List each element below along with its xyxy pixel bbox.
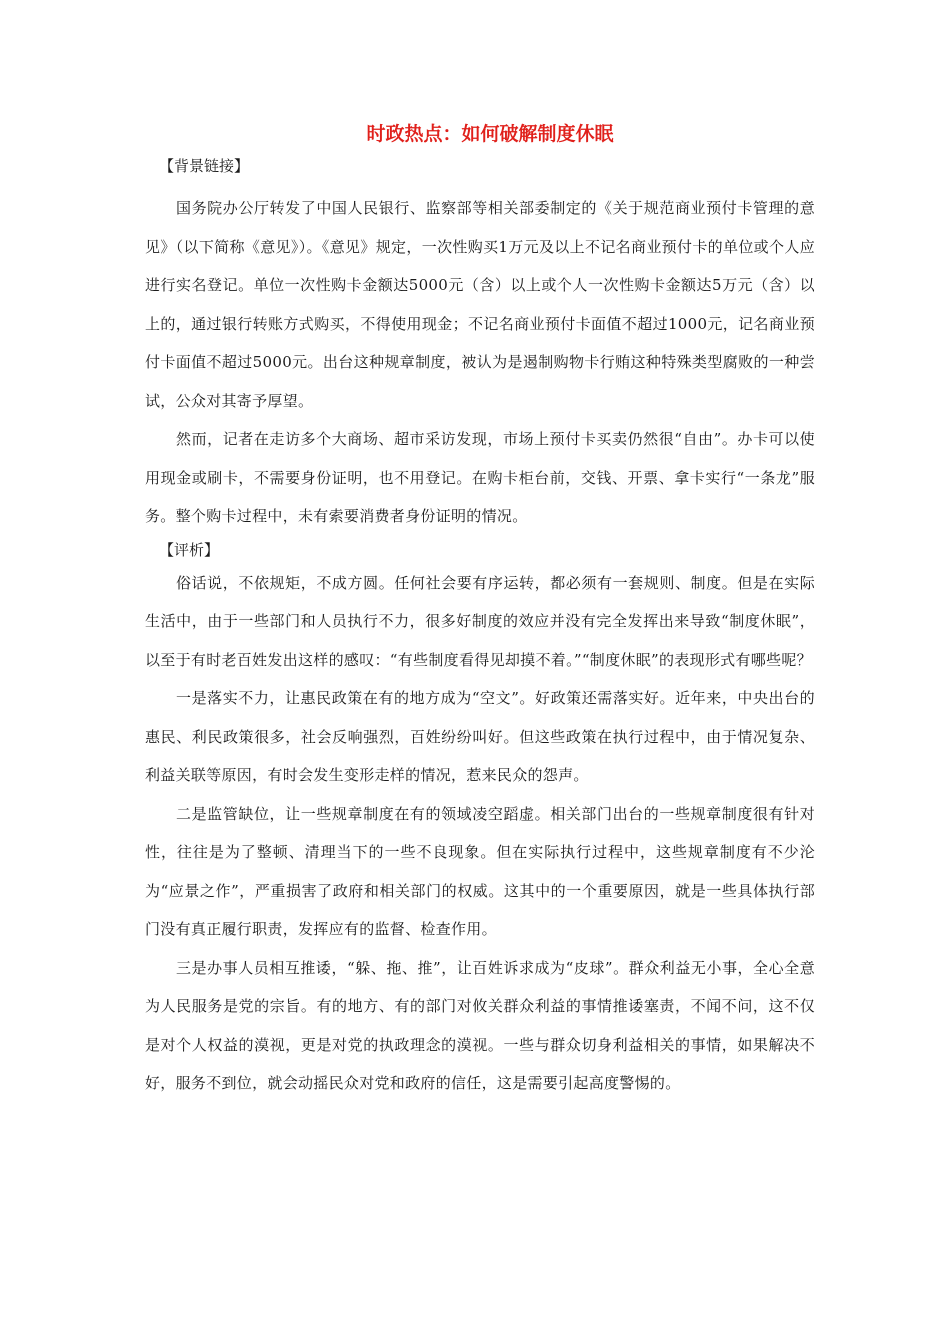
background-heading: 【背景链接】 [159,157,250,175]
analysis-paragraph: 一是落实不力，让惠民政策在有的地方成为“空文”。好政策还需落实好。近年来，中央出台的惠民、利民政策很多，社会反响强烈，百姓纷纷叫好。但这些政策在执行过程中，由于情况复杂、利益关联等原因，有时会发生变形走样的情况，惹来民众的怨声。 [145,689,815,784]
document-page [145,120,815,1103]
analysis-paragraph: 三是办事人员相互推诿，“躲、拖、推”，让百姓诉求成为“皮球”。群众利益无小事，全心全意为人民服务是党的宗旨。有的地方、有的部门对攸关群众利益的事情推诿塞责，不闻不问，这不仅是对个人权益的漠视，更是对党的执政理念的漠视。一些与群众切身利益相关的事情，如果解决不好，服务不到位，就会动摇民众对党和政府的信任，这是需要引起高度警惕的。 [145,958,815,1092]
analysis-heading: 【评析】 [159,540,220,559]
analysis-paragraph: 俗话说，不依规矩，不成方圆。任何社会要有序运转，都必须有一套规则、制度。但是在实际生活中，由于一些部门和人员执行不力，很多好制度的效应并没有完全发挥出来导致“制度休眠”，以至于有时老百姓发出这样的感叹：“有些制度看得见却摸不着。”“制度休眠”的表现形式有哪些呢？ [145,573,815,669]
background-paragraph: 然而，记者在走访多个大商场、超市采访发现，市场上预付卡买卖仍然很“自由”。办卡可以使用现金或刷卡，不需要身份证明，也不用登记。在购卡柜台前，交钱、开票、拿卡实行“一条龙”服务。整个购卡过程中，未有索要消费者身份证明的情况。 [145,430,815,525]
background-paragraph: 国务院办公厅转发了中国人民银行、监察部等相关部委制定的《关于规范商业预付卡管理的意见》（以下简称《意见》）。《意见》规定，一次性购买1万元及以上不记名商业预付卡的单位或个人应进行实名登记。单位一次性购卡金额达5000元（含）以上或个人一次性购卡金额达5万元（含）以上的，通过银行转账方式购买，不得使用现金；不记名商业预付卡面值不超过1000元，记名商业预付卡面值不超过5000元。出台这种规章制度，被认为是遏制购物卡行贿这种特殊类型腐败的一种尝试，公众对其寄予厚望。 [145,199,815,410]
analysis-paragraph: 二是监管缺位，让一些规章制度在有的领域凌空蹈虚。相关部门出台的一些规章制度很有针对性，往往是为了整顿、清理当下的一些不良现象。但在实际执行过程中，这些规章制度有不少沦为“应景之作”，严重损害了政府和相关部门的权威。这其中的一个重要原因，就是一些具体执行部门没有真正履行职责，发挥应有的监督、检查作用。 [145,804,815,938]
document-title: 时政热点：如何破解制度休眠 [366,123,614,145]
